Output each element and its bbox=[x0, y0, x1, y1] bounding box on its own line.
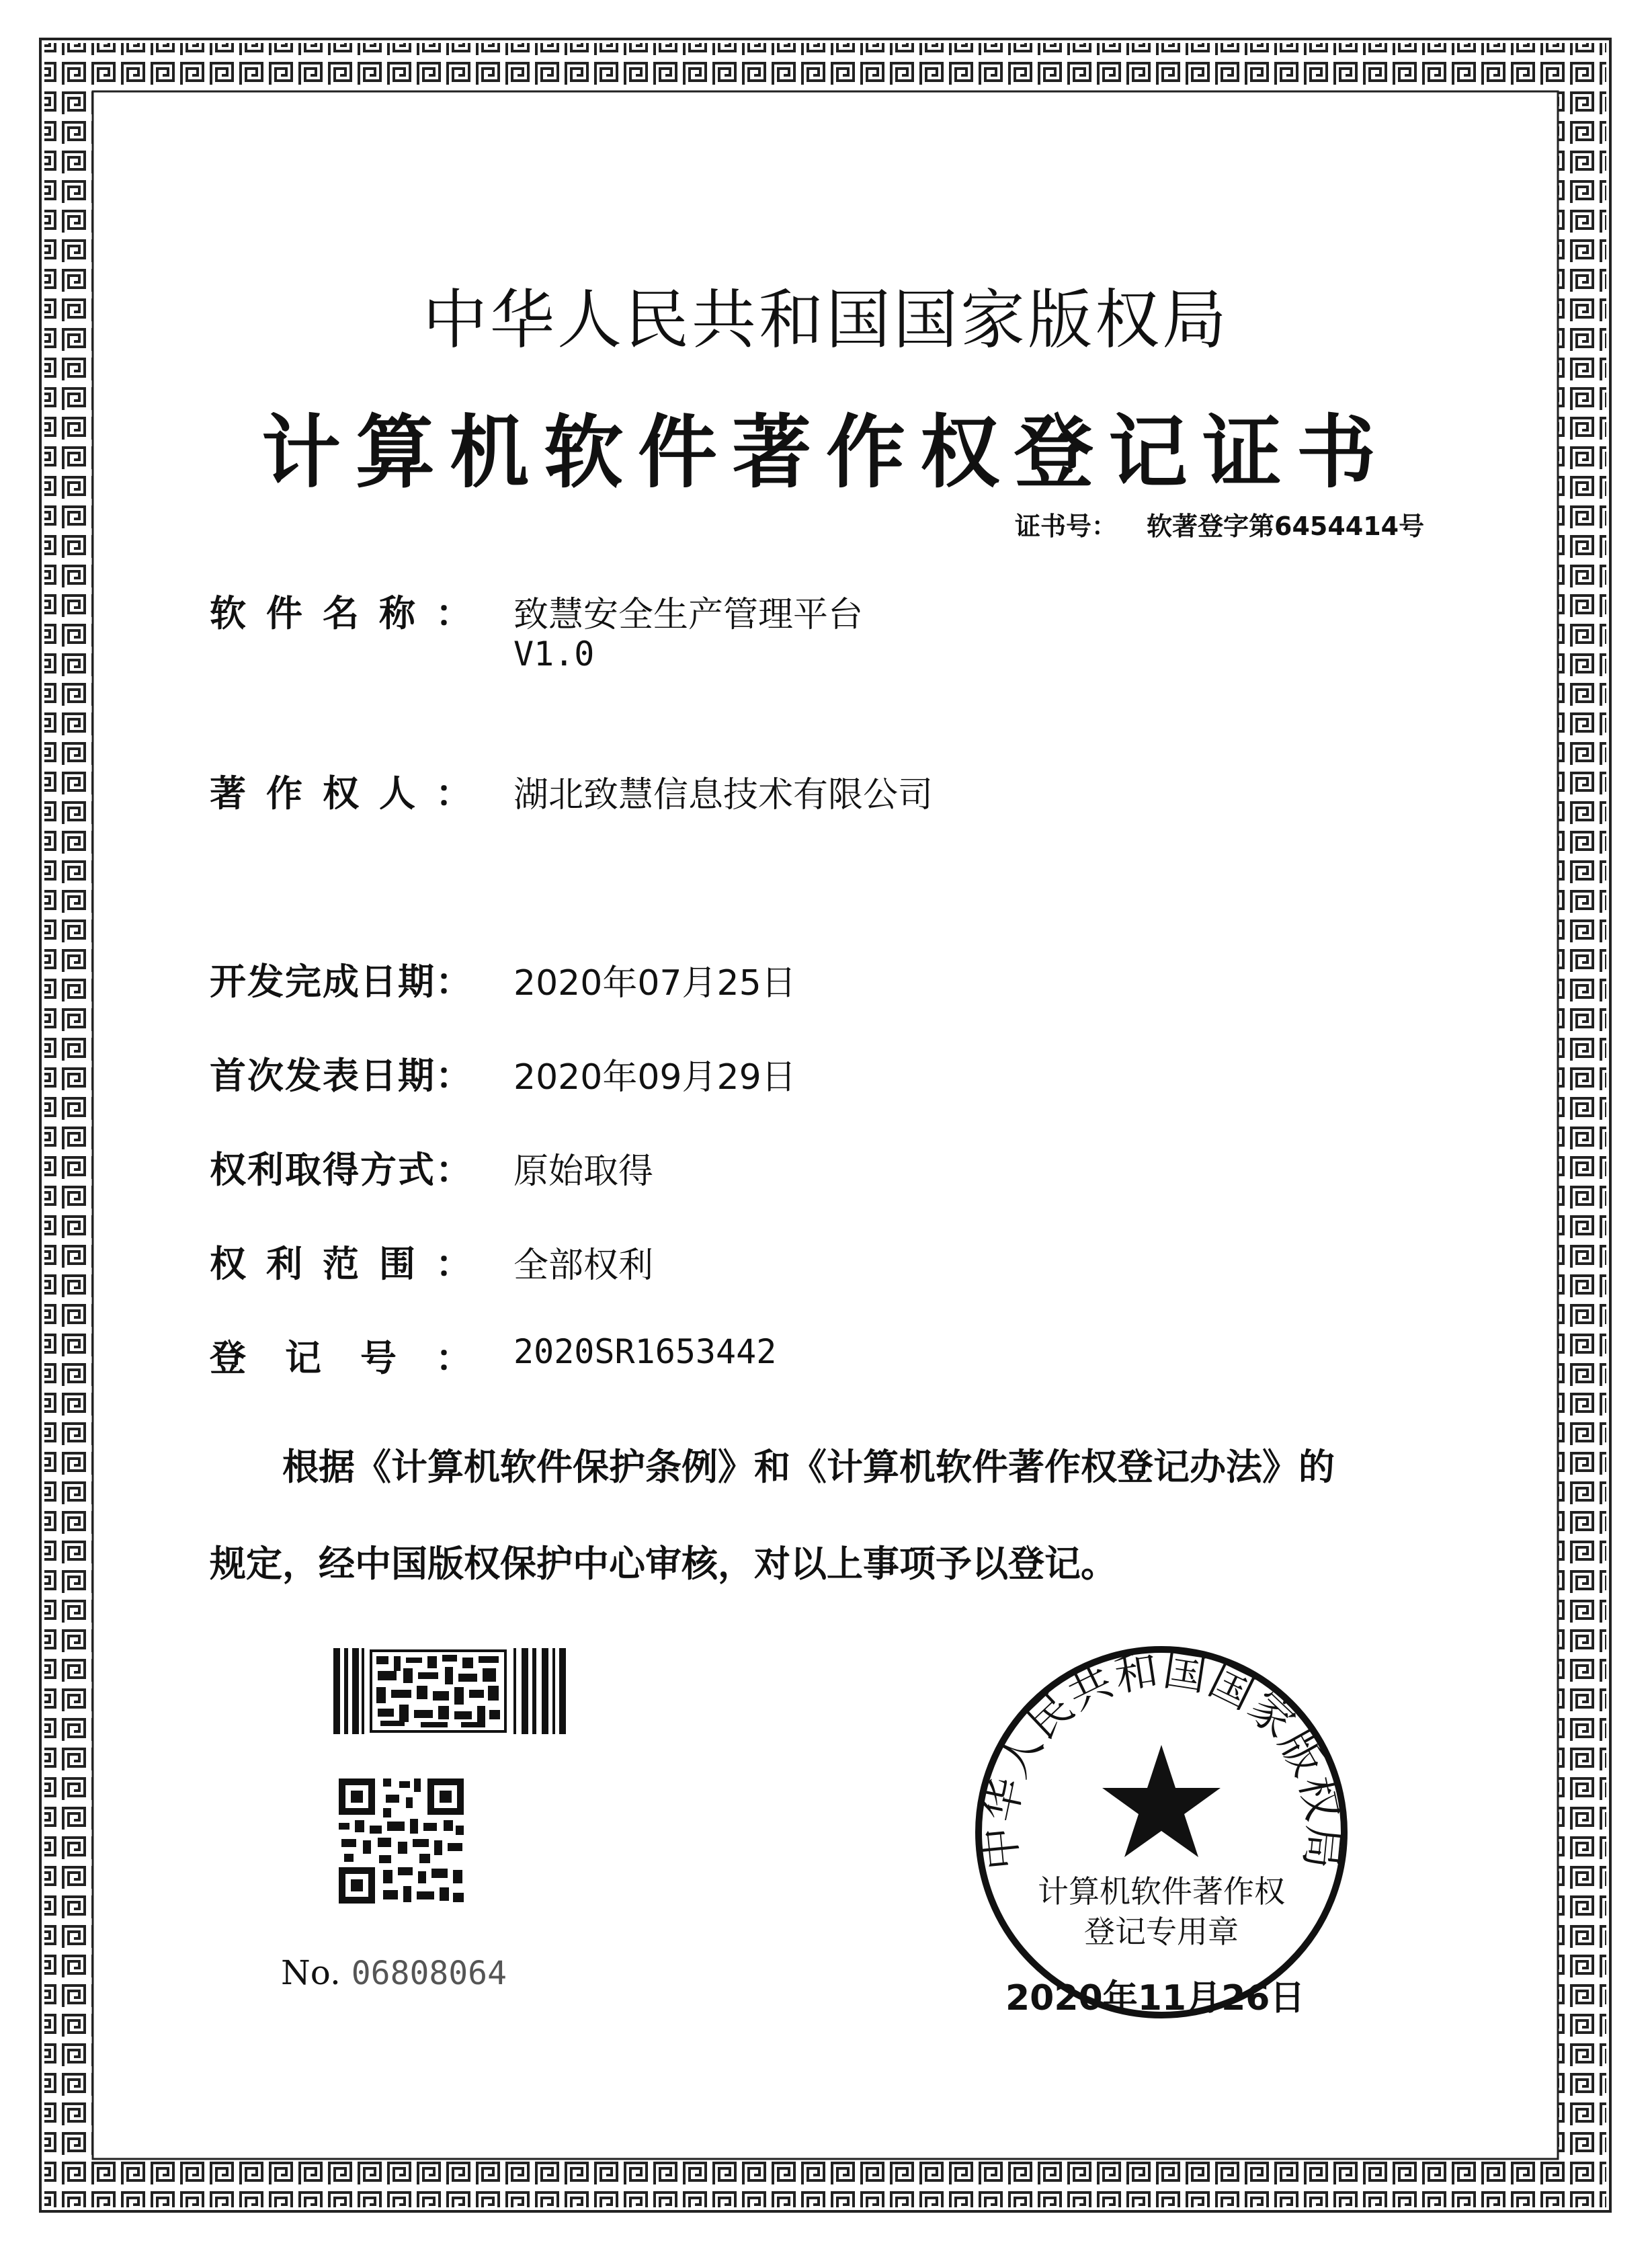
field-label-completion-date: 开 发 完 成 日 期 ： bbox=[210, 960, 472, 1003]
certificate-title: 计算机软件著作权登记证书 bbox=[261, 405, 1391, 499]
statement-line-2: 规定，经中国版权保护中心审核，对以上事项予以登记。 bbox=[210, 1543, 1117, 1585]
outer-frame bbox=[39, 38, 1612, 2213]
field-value-copyright-owner: 湖北致慧信息技术有限公司 bbox=[513, 775, 934, 815]
field-label-registration-number: 登 记 号 ： bbox=[210, 1337, 472, 1379]
qr-code-image bbox=[339, 1778, 464, 1904]
field-label-rights-scope: 权 利 范 围 ： bbox=[210, 1243, 472, 1285]
field-label-acquisition-method: 权 利 取 得 方 式 ： bbox=[210, 1149, 472, 1191]
official-seal bbox=[966, 1637, 1356, 2027]
field-value-completion-date: 2020年07月25日 bbox=[513, 963, 796, 1004]
certificate-number bbox=[1015, 505, 1424, 542]
svg-text:中华人民共和国国家版权局: 中华人民共和国国家版权局 bbox=[975, 1645, 1348, 1873]
certificate-number-label: 证书号： bbox=[1015, 512, 1118, 541]
issuer-title: 中华人民共和国国家版权局 bbox=[423, 282, 1229, 358]
serial-number bbox=[281, 1953, 507, 1992]
field-label-first-publication-date: 首 次 发 表 日 期 ： bbox=[210, 1055, 472, 1097]
barcode-image bbox=[333, 1648, 566, 1734]
serial-prefix: No. bbox=[281, 1953, 341, 1992]
certificate-number-value: 软著登字第6454414号 bbox=[1147, 512, 1425, 541]
svg-text:计算机软件著作权: 计算机软件著作权 bbox=[1038, 1873, 1285, 1910]
field-value-software-version: V1.0 bbox=[513, 635, 595, 673]
field-value-rights-scope: 全部权利 bbox=[513, 1245, 654, 1286]
statement-line-1: 根据《计算机软件保护条例》和《计算机软件著作权登记办法》的 bbox=[282, 1446, 1335, 1488]
field-value-first-publication-date: 2020年09月29日 bbox=[513, 1057, 796, 1098]
svg-text:登记专用章: 登记专用章 bbox=[1084, 1914, 1239, 1950]
field-label-software-name: 软 件 名 称 ： bbox=[210, 592, 472, 635]
field-label-copyright-owner: 著 作 权 人 ： bbox=[210, 772, 472, 815]
field-value-registration-number: 2020SR1653442 bbox=[513, 1332, 777, 1371]
serial-value: 06808064 bbox=[351, 1955, 507, 1992]
field-value-software-name: 致慧安全生产管理平台 bbox=[513, 595, 864, 635]
field-value-acquisition-method: 原始取得 bbox=[513, 1151, 654, 1192]
issue-date: 2020年11月26日 bbox=[1005, 1978, 1305, 2018]
